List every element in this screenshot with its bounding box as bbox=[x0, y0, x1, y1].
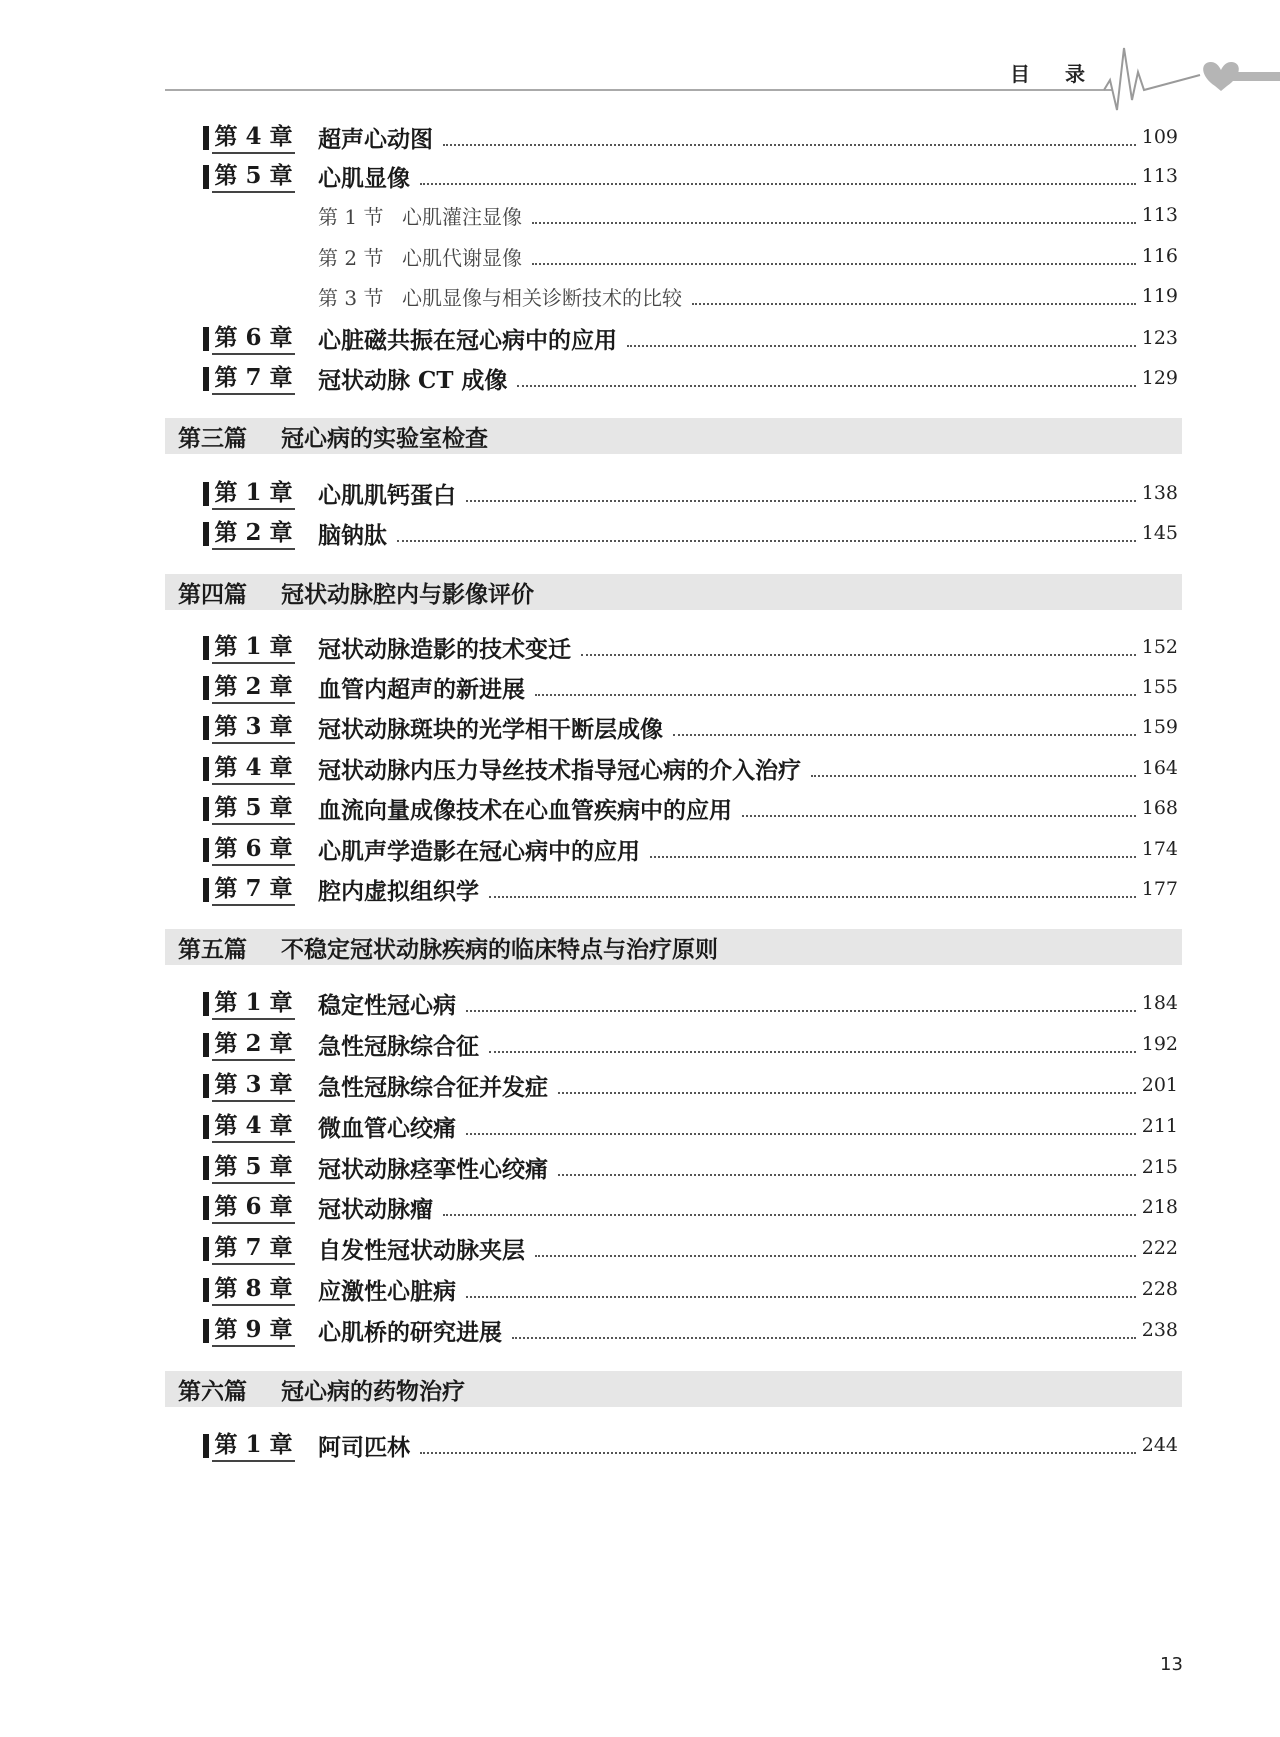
chapter-marker-icon bbox=[203, 1033, 209, 1057]
chapter-label: 第 9 章 bbox=[212, 1313, 295, 1347]
chapter-marker-icon bbox=[203, 838, 209, 862]
page-ref: 145 bbox=[1141, 522, 1178, 544]
section-entry bbox=[0, 198, 1280, 238]
chapter-title: 阿司匹林 bbox=[318, 1433, 410, 1461]
chapter-label: 第 5 章 bbox=[212, 791, 295, 825]
chapter-label: 第 3 章 bbox=[212, 1068, 295, 1102]
page-ref: 177 bbox=[1141, 878, 1178, 900]
dot-leader bbox=[420, 182, 1136, 185]
chapter-title: 急性冠脉综合征并发症 bbox=[318, 1073, 548, 1101]
entry-line bbox=[318, 1428, 1178, 1462]
chapter-label: 第 5 章 bbox=[212, 159, 295, 193]
page-ref: 168 bbox=[1141, 797, 1178, 819]
part-title: 不稳定冠状动脉疾病的临床特点与治疗原则 bbox=[281, 936, 718, 963]
chapter-entry bbox=[0, 321, 1280, 361]
entry-line bbox=[318, 476, 1178, 510]
chapter-label: 第 7 章 bbox=[212, 361, 295, 395]
section-title: 心肌显像与相关诊断技术的比较 bbox=[402, 285, 682, 310]
header-title: 目 录 bbox=[1010, 62, 1099, 86]
chapter-marker-icon bbox=[203, 1319, 209, 1343]
chapter-marker-icon bbox=[203, 1434, 209, 1458]
chapter-label: 第 2 章 bbox=[212, 670, 295, 704]
entry-line bbox=[318, 751, 1178, 785]
page-ref: 222 bbox=[1141, 1237, 1178, 1259]
section-entry bbox=[0, 279, 1280, 319]
dot-leader bbox=[673, 733, 1136, 736]
dot-leader bbox=[443, 143, 1136, 146]
page-ref: 164 bbox=[1141, 757, 1178, 779]
entry-line bbox=[318, 670, 1178, 704]
dot-leader bbox=[558, 1173, 1136, 1176]
chapter-label: 第 6 章 bbox=[212, 1190, 295, 1224]
page-ref: 119 bbox=[1141, 285, 1178, 307]
dot-leader bbox=[512, 1336, 1136, 1339]
page-ref: 211 bbox=[1141, 1115, 1178, 1137]
entry-line bbox=[318, 710, 1178, 744]
chapter-marker-icon bbox=[203, 757, 209, 781]
chapter-entry bbox=[0, 872, 1280, 912]
page-ref: 174 bbox=[1141, 838, 1178, 860]
chapter-title: 冠状动脉内压力导丝技术指导冠心病的介入治疗 bbox=[318, 756, 801, 784]
page-ref: 109 bbox=[1141, 126, 1178, 148]
chapter-marker-icon bbox=[203, 1115, 209, 1139]
chapter-title: 冠状动脉 CT 成像 bbox=[318, 366, 508, 394]
dot-leader bbox=[397, 539, 1136, 542]
chapter-title: 超声心动图 bbox=[318, 125, 433, 153]
chapter-label: 第 1 章 bbox=[212, 986, 295, 1020]
chapter-marker-icon bbox=[203, 367, 209, 391]
chapter-title: 心肌肌钙蛋白 bbox=[318, 481, 456, 509]
chapter-entry bbox=[0, 630, 1280, 670]
entry-line bbox=[318, 791, 1178, 825]
dot-leader bbox=[532, 262, 1136, 265]
chapter-title: 急性冠脉综合征 bbox=[318, 1032, 479, 1060]
page-ref: 238 bbox=[1141, 1319, 1178, 1341]
dot-leader bbox=[535, 693, 1136, 696]
page-ref: 218 bbox=[1141, 1196, 1178, 1218]
chapter-marker-icon bbox=[203, 522, 209, 546]
chapter-entry bbox=[0, 476, 1280, 516]
chapter-marker-icon bbox=[203, 1278, 209, 1302]
page-ref: 116 bbox=[1141, 245, 1178, 267]
chapter-marker-icon bbox=[203, 1156, 209, 1180]
chapter-entry bbox=[0, 1109, 1280, 1149]
entry-line bbox=[318, 1068, 1178, 1102]
chapter-label: 第 4 章 bbox=[212, 120, 295, 154]
dot-leader bbox=[532, 221, 1136, 224]
dot-leader bbox=[627, 344, 1136, 347]
chapter-entry bbox=[0, 159, 1280, 199]
dot-leader bbox=[581, 653, 1136, 656]
entry-line bbox=[318, 630, 1178, 664]
page-ref: 138 bbox=[1141, 482, 1178, 504]
chapter-label: 第 3 章 bbox=[212, 710, 295, 744]
dot-leader bbox=[692, 302, 1136, 305]
section-entry bbox=[0, 239, 1280, 279]
chapter-entry bbox=[0, 791, 1280, 831]
part-heading bbox=[165, 1371, 1182, 1407]
chapter-marker-icon bbox=[203, 1074, 209, 1098]
page-ref: 159 bbox=[1141, 716, 1178, 738]
dot-leader bbox=[517, 384, 1135, 387]
chapter-title: 脑钠肽 bbox=[318, 521, 387, 549]
dot-leader bbox=[466, 499, 1136, 502]
page-ref: 113 bbox=[1141, 165, 1178, 187]
chapter-label: 第 6 章 bbox=[212, 321, 295, 355]
chapter-label: 第 6 章 bbox=[212, 832, 295, 866]
chapter-entry bbox=[0, 710, 1280, 750]
chapter-marker-icon bbox=[203, 992, 209, 1016]
part-heading bbox=[165, 929, 1182, 965]
part-label: 第四篇 bbox=[178, 581, 247, 608]
dot-leader bbox=[489, 895, 1136, 898]
page-number: 13 bbox=[1160, 1654, 1183, 1675]
page-ref: 215 bbox=[1141, 1156, 1178, 1178]
chapter-entry bbox=[0, 1027, 1280, 1067]
chapter-label: 第 2 章 bbox=[212, 1027, 295, 1061]
part-title: 冠心病的药物治疗 bbox=[281, 1378, 465, 1405]
section-label: 第 1 节 bbox=[318, 204, 384, 229]
dot-leader bbox=[558, 1091, 1136, 1094]
page-ref: 152 bbox=[1141, 636, 1178, 658]
chapter-entry bbox=[0, 120, 1280, 160]
chapter-label: 第 4 章 bbox=[212, 751, 295, 785]
part-title: 冠心病的实验室检查 bbox=[281, 425, 488, 452]
chapter-entry bbox=[0, 361, 1280, 401]
chapter-marker-icon bbox=[203, 797, 209, 821]
entry-line bbox=[318, 1109, 1178, 1143]
chapter-title: 血流向量成像技术在心血管疾病中的应用 bbox=[318, 796, 732, 824]
part-label: 第五篇 bbox=[178, 936, 247, 963]
chapter-marker-icon bbox=[203, 636, 209, 660]
entry-line bbox=[318, 159, 1178, 193]
chapter-label: 第 8 章 bbox=[212, 1272, 295, 1306]
chapter-marker-icon bbox=[203, 165, 209, 189]
chapter-marker-icon bbox=[203, 1237, 209, 1261]
section-title: 心肌代谢显像 bbox=[402, 245, 522, 270]
page-ref: 192 bbox=[1141, 1033, 1178, 1055]
chapter-entry bbox=[0, 986, 1280, 1026]
page-ref: 123 bbox=[1141, 327, 1178, 349]
chapter-entry bbox=[0, 1272, 1280, 1312]
entry-line bbox=[318, 321, 1178, 355]
chapter-title: 微血管心绞痛 bbox=[318, 1114, 456, 1142]
dot-leader bbox=[650, 855, 1136, 858]
dot-leader bbox=[466, 1009, 1136, 1012]
dot-leader bbox=[443, 1213, 1136, 1216]
chapter-entry bbox=[0, 1428, 1280, 1468]
page-ref: 201 bbox=[1141, 1074, 1178, 1096]
part-heading bbox=[165, 418, 1182, 454]
chapter-title: 冠状动脉斑块的光学相干断层成像 bbox=[318, 715, 663, 743]
dot-leader bbox=[466, 1132, 1136, 1135]
entry-line bbox=[318, 1272, 1178, 1306]
entry-line bbox=[318, 872, 1178, 906]
chapter-label: 第 1 章 bbox=[212, 630, 295, 664]
entry-line bbox=[318, 279, 1178, 313]
chapter-label: 第 7 章 bbox=[212, 872, 295, 906]
part-heading bbox=[165, 574, 1182, 610]
chapter-entry bbox=[0, 1231, 1280, 1271]
page-ref: 244 bbox=[1141, 1434, 1178, 1456]
chapter-title: 自发性冠状动脉夹层 bbox=[318, 1236, 525, 1264]
dot-leader bbox=[811, 774, 1136, 777]
chapter-title: 稳定性冠心病 bbox=[318, 991, 456, 1019]
chapter-title: 心肌显像 bbox=[318, 164, 410, 192]
entry-line bbox=[318, 361, 1178, 395]
chapter-label: 第 1 章 bbox=[212, 1428, 295, 1462]
part-label: 第三篇 bbox=[178, 425, 247, 452]
part-label: 第六篇 bbox=[178, 1378, 247, 1405]
chapter-title: 腔内虚拟组织学 bbox=[318, 877, 479, 905]
chapter-title: 应激性心脏病 bbox=[318, 1277, 456, 1305]
section-title: 心肌灌注显像 bbox=[402, 204, 522, 229]
chapter-label: 第 4 章 bbox=[212, 1109, 295, 1143]
part-title: 冠状动脉腔内与影像评价 bbox=[281, 581, 534, 608]
entry-line bbox=[318, 1231, 1178, 1265]
page-ref: 129 bbox=[1141, 367, 1178, 389]
dot-leader bbox=[489, 1050, 1136, 1053]
chapter-marker-icon bbox=[203, 676, 209, 700]
dot-leader bbox=[466, 1295, 1136, 1298]
entry-line bbox=[318, 832, 1178, 866]
entry-line bbox=[318, 1190, 1178, 1224]
chapter-label: 第 7 章 bbox=[212, 1231, 295, 1265]
dot-leader bbox=[535, 1254, 1136, 1257]
chapter-marker-icon bbox=[203, 878, 209, 902]
entry-line bbox=[318, 1313, 1178, 1347]
chapter-entry bbox=[0, 1313, 1280, 1353]
chapter-entry bbox=[0, 832, 1280, 872]
entry-line bbox=[318, 239, 1178, 273]
chapter-title: 冠状动脉造影的技术变迁 bbox=[318, 635, 571, 663]
chapter-title: 心肌声学造影在冠心病中的应用 bbox=[318, 837, 640, 865]
entry-line bbox=[318, 1027, 1178, 1061]
page-ref: 228 bbox=[1141, 1278, 1178, 1300]
chapter-title: 心脏磁共振在冠心病中的应用 bbox=[318, 326, 617, 354]
entry-line bbox=[318, 986, 1178, 1020]
entry-line bbox=[318, 198, 1178, 232]
entry-line bbox=[318, 120, 1178, 154]
entry-line bbox=[318, 1150, 1178, 1184]
chapter-entry bbox=[0, 516, 1280, 556]
chapter-entry bbox=[0, 1190, 1280, 1230]
chapter-title: 心肌桥的研究进展 bbox=[318, 1318, 502, 1346]
chapter-label: 第 1 章 bbox=[212, 476, 295, 510]
page-ref: 184 bbox=[1141, 992, 1178, 1014]
chapter-title: 血管内超声的新进展 bbox=[318, 675, 525, 703]
page-ref: 155 bbox=[1141, 676, 1178, 698]
chapter-entry bbox=[0, 751, 1280, 791]
chapter-marker-icon bbox=[203, 327, 209, 351]
chapter-entry bbox=[0, 1150, 1280, 1190]
chapter-title: 冠状动脉痉挛性心绞痛 bbox=[318, 1155, 548, 1183]
section-label: 第 3 节 bbox=[318, 285, 384, 310]
chapter-entry bbox=[0, 670, 1280, 710]
chapter-label: 第 2 章 bbox=[212, 516, 295, 550]
chapter-entry bbox=[0, 1068, 1280, 1108]
chapter-marker-icon bbox=[203, 716, 209, 740]
dot-leader bbox=[742, 814, 1136, 817]
page-ref: 113 bbox=[1141, 204, 1178, 226]
section-label: 第 2 节 bbox=[318, 245, 384, 270]
dot-leader bbox=[420, 1451, 1136, 1454]
chapter-title: 冠状动脉瘤 bbox=[318, 1195, 433, 1223]
chapter-marker-icon bbox=[203, 126, 209, 150]
chapter-marker-icon bbox=[203, 1196, 209, 1220]
chapter-label: 第 5 章 bbox=[212, 1150, 295, 1184]
entry-line bbox=[318, 516, 1178, 550]
chapter-marker-icon bbox=[203, 482, 209, 506]
